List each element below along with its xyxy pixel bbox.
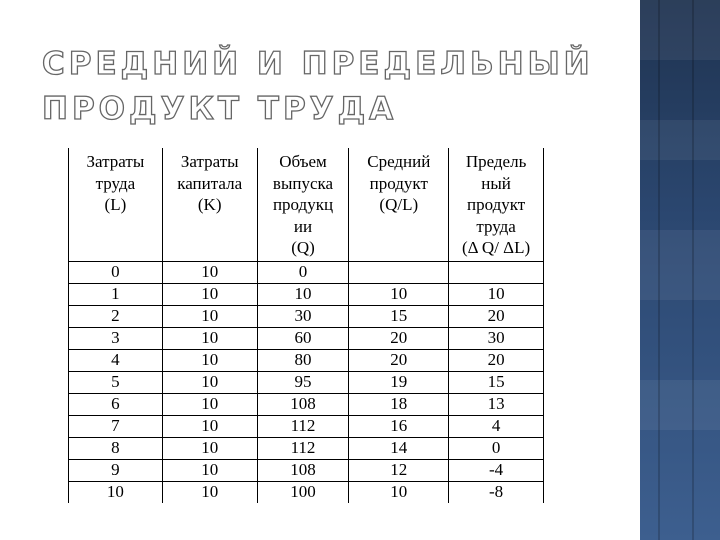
table-cell: 15 [349,305,449,327]
table-cell: 10 [162,393,257,415]
table-cell: 7 [69,415,163,437]
table-cell: 10 [162,261,257,283]
table-cell: 108 [257,393,349,415]
column-header-line: Предель [465,152,527,171]
title-line-1: СРЕДНИЙ И ПРЕДЕЛЬНЫЙ [42,46,594,82]
column-header-line: капитала [177,173,243,193]
column-header-line: Затраты [180,152,239,171]
table-cell: 0 [257,261,349,283]
column-header [162,148,257,261]
table-cell: 9 [69,459,163,481]
title-line-2: ПРОДУКТ ТРУДА [42,91,398,127]
table-cell: 10 [257,283,349,305]
table-cell: 10 [449,283,544,305]
table-cell: 0 [69,261,163,283]
table-row [69,283,544,305]
decorative-sidebar [640,0,720,540]
column-header-line: (K) [197,195,222,214]
table-cell: 8 [69,437,163,459]
column-header [349,148,449,261]
column-header [449,148,544,261]
table-cell: 10 [162,415,257,437]
table-cell: 100 [257,481,349,503]
table-row [69,371,544,393]
table-cell: 108 [257,459,349,481]
table-cell: 0 [449,437,544,459]
table-cell: 60 [257,327,349,349]
table-cell: 10 [349,481,449,503]
table-cell: 13 [449,393,544,415]
table-cell: 2 [69,305,163,327]
table-row [69,415,544,437]
table-cell: 14 [349,437,449,459]
table-cell: 95 [257,371,349,393]
table-cell: 19 [349,371,449,393]
table-cell: 10 [349,283,449,305]
column-header-line: Затраты [86,152,145,171]
table-cell: 20 [349,349,449,371]
column-header-line: труда [95,173,136,193]
column-header-line: труда [476,216,516,236]
column-header-line: продукт [466,195,526,214]
table-cell: 10 [69,481,163,503]
table-cell: 10 [162,349,257,371]
column-header-line: продукт [369,173,428,193]
table-cell: 3 [69,327,163,349]
table-cell: 5 [69,371,163,393]
column-header-line: выпуска [272,173,334,193]
table-cell: 10 [162,481,257,503]
table-cell: 112 [257,415,349,437]
table-row [69,349,544,371]
table-cell: -4 [449,459,544,481]
table-cell: -8 [449,481,544,503]
table-cell: 10 [162,459,257,481]
table-cell: 10 [162,327,257,349]
column-header-line: ии [293,216,313,236]
column-header [69,148,163,261]
table-cell: 30 [257,305,349,327]
table-cell: 10 [162,305,257,327]
table-cell: 10 [162,437,257,459]
slide-title [42,42,602,132]
table-cell: 10 [162,371,257,393]
column-header-line: Объем [279,152,327,171]
table-row [69,437,544,459]
table-cell: 4 [69,349,163,371]
labor-product-table [68,148,544,503]
table-cell: 6 [69,393,163,415]
table-cell: 10 [162,283,257,305]
table-row [69,327,544,349]
column-header-line: (Q) [291,238,315,257]
column-header-line: Средний [367,152,431,171]
table-cell: 30 [449,327,544,349]
column-header-line: ный [481,173,511,193]
table-cell: 15 [449,371,544,393]
table-cell [449,261,544,283]
column-header-line: (Q/L) [379,195,419,214]
table-cell [349,261,449,283]
table-cell: 1 [69,283,163,305]
table-cell: 18 [349,393,449,415]
table-cell: 20 [349,327,449,349]
table-row [69,393,544,415]
table-row [69,459,544,481]
column-header-line: продукц [272,195,334,214]
table-row [69,481,544,503]
table-row [69,305,544,327]
table-cell: 20 [449,305,544,327]
table-row [69,261,544,283]
header-row [69,148,544,261]
table-cell: 80 [257,349,349,371]
table-cell: 16 [349,415,449,437]
table-cell: 20 [449,349,544,371]
column-header [257,148,349,261]
column-header-line: (Δ Q/ ΔL) [462,238,531,257]
column-header-line: (L) [104,195,127,214]
table-cell: 4 [449,415,544,437]
table-cell: 12 [349,459,449,481]
table-cell: 112 [257,437,349,459]
